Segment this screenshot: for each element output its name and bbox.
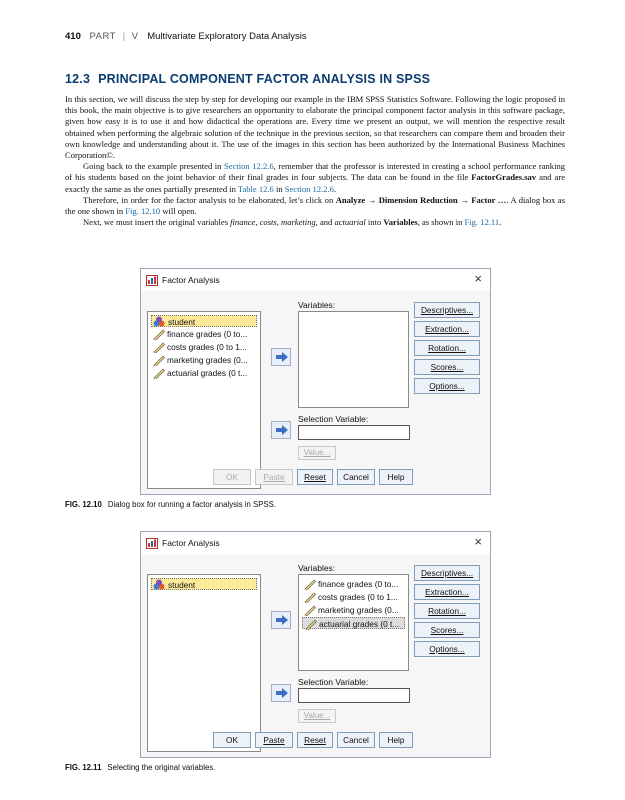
variables-label: Variables:: [298, 300, 336, 310]
descriptives-button[interactable]: Descriptives...: [414, 565, 480, 581]
data-file-name: FactorGrades.sav: [471, 172, 537, 183]
paragraph-1: In this section, we will discuss the step by step for developing our example in the IBM SPSS Statistics Software. Following the logic proposed in this book, the main objective is to give researchers an opportunity to elaborate the principal component factor analysis in this software package, given how easy it is to use it and how didactical the operations are. Every time we present an output, we will mention the respective result obtained when performing the algebraic solution of the technique in the previous section, so that researchers can compare them and broaden their own knowledge and understanding about it. The use of the images in this section has been authorized by the International Business Machines Corporation©.: [65, 94, 565, 161]
part-title: Multivariate Exploratory Data Analysis: [147, 31, 307, 42]
page-number: 410: [65, 31, 81, 42]
figure-caption-1: FIG. 12.10 Dialog box for running a factor analysis in SPSS.: [65, 500, 276, 509]
paragraph-2: Going back to the example presented in Section 12.2.6, remember that the professor is interested in creating a school performance ranking of his students based on the joint behavior of their final grades in four subjects. The data can be found in the file FactorGrades.sav and are exactly the same as the ones partially presented in Table 12.6 in Section 12.2.6.: [65, 161, 565, 194]
nominal-variable-icon: [153, 579, 166, 591]
list-item[interactable]: student: [151, 315, 257, 327]
extraction-button[interactable]: Extraction...: [414, 584, 480, 600]
section-title: [65, 72, 430, 86]
variables-list[interactable]: [298, 311, 409, 408]
figure-link[interactable]: Fig. 12.11: [464, 217, 500, 228]
list-item[interactable]: actuarial grades (0 t...: [302, 617, 405, 629]
close-icon[interactable]: ×: [474, 271, 482, 286]
dialog-title: Factor Analysis: [162, 538, 220, 548]
right-arrow-icon: [276, 688, 288, 698]
ok-button[interactable]: OK: [213, 469, 251, 485]
scale-ruler-icon: [152, 367, 165, 379]
paragraph-3: Therefore, in order for the factor analysis to be elaborated, let’s click on Analyze → Dimension Reduction → Factor …. A dialog box as the one shown in Fig. 12.10 will open.: [65, 194, 566, 217]
reset-button[interactable]: Reset: [297, 732, 333, 748]
spss-app-icon: [146, 274, 158, 286]
options-button[interactable]: Options...: [414, 378, 480, 394]
scale-ruler-icon: [303, 591, 316, 603]
title-bar: [141, 269, 490, 291]
table-link[interactable]: Table 12.6: [237, 183, 274, 194]
help-button[interactable]: Help: [379, 469, 413, 485]
selection-variable-label: Selection Variable:: [298, 414, 369, 424]
factor-analysis-dialog-1: [140, 268, 491, 495]
descriptives-button[interactable]: Descriptives...: [414, 302, 480, 318]
cancel-button[interactable]: Cancel: [337, 732, 375, 748]
cancel-button[interactable]: Cancel: [337, 469, 375, 485]
paste-button[interactable]: Paste: [255, 469, 293, 485]
list-item[interactable]: student: [151, 578, 257, 590]
part-label: PART: [89, 31, 116, 42]
figure-link[interactable]: Fig. 12.10: [125, 206, 161, 217]
scale-ruler-icon: [152, 328, 165, 340]
right-arrow-icon: [276, 352, 288, 362]
paragraph-4: Next, we must insert the original variables finance, costs, marketing, and actuarial into Variables, as shown in Fig. 12.11.: [83, 217, 502, 228]
scale-ruler-icon: [304, 618, 317, 630]
selection-variable-field[interactable]: [298, 425, 410, 440]
scale-ruler-icon: [303, 578, 316, 590]
section-link[interactable]: Section 12.2.6: [224, 161, 274, 172]
scale-ruler-icon: [152, 341, 165, 353]
help-button[interactable]: Help: [379, 732, 413, 748]
menu-path-factor: Factor …: [471, 194, 507, 205]
nominal-variable-icon: [153, 316, 166, 328]
running-head: 410 PART | V Multivariate Exploratory Data Analysis: [65, 31, 307, 42]
extraction-button[interactable]: Extraction...: [414, 321, 480, 337]
scores-button[interactable]: Scores...: [414, 622, 480, 638]
right-arrow-icon: [276, 425, 288, 435]
section-link[interactable]: Section 12.2.6: [284, 183, 334, 194]
figure-caption-2: FIG. 12.11 Selecting the original variables.: [65, 763, 216, 772]
value-button[interactable]: Value...: [298, 446, 336, 460]
rotation-button[interactable]: Rotation...: [414, 603, 480, 619]
scale-ruler-icon: [303, 604, 316, 616]
spss-app-icon: [146, 537, 158, 549]
move-to-variables-button[interactable]: [271, 611, 291, 629]
source-variable-list[interactable]: student finance grades (0 to... costs grades (0 to 1... marketing grades (0... actuarial grades (0 t...: [147, 311, 261, 489]
selection-variable-label: Selection Variable:: [298, 677, 369, 687]
variables-label: Variables:: [298, 563, 336, 573]
section-heading: PRINCIPAL COMPONENT FACTOR ANALYSIS IN SPSS: [98, 72, 431, 86]
dialog-title: Factor Analysis: [162, 275, 220, 285]
move-to-selection-button[interactable]: [271, 421, 291, 439]
variables-list[interactable]: finance grades (0 to... costs grades (0 to 1... marketing grades (0... actuarial grades (0 t...: [298, 574, 409, 671]
scores-button[interactable]: Scores...: [414, 359, 480, 375]
body-text: [65, 94, 565, 228]
source-variable-list[interactable]: [147, 574, 261, 752]
reset-button[interactable]: Reset: [297, 469, 333, 485]
move-to-selection-button[interactable]: [271, 684, 291, 702]
menu-path: Analyze → Dimension Reduction →: [335, 194, 469, 205]
value-button[interactable]: Value...: [298, 709, 336, 723]
scale-ruler-icon: [152, 354, 165, 366]
selection-variable-field[interactable]: [298, 688, 410, 703]
factor-analysis-dialog-2: [140, 531, 491, 758]
close-icon[interactable]: ×: [474, 534, 482, 549]
move-to-variables-button[interactable]: [271, 348, 291, 366]
part-number: V: [131, 31, 139, 42]
section-number: 12.3: [65, 72, 91, 86]
ok-button[interactable]: OK: [213, 732, 251, 748]
rotation-button[interactable]: Rotation...: [414, 340, 480, 356]
paste-button[interactable]: Paste: [255, 732, 293, 748]
right-arrow-icon: [276, 615, 288, 625]
title-bar: [141, 532, 490, 554]
options-button[interactable]: Options...: [414, 641, 480, 657]
